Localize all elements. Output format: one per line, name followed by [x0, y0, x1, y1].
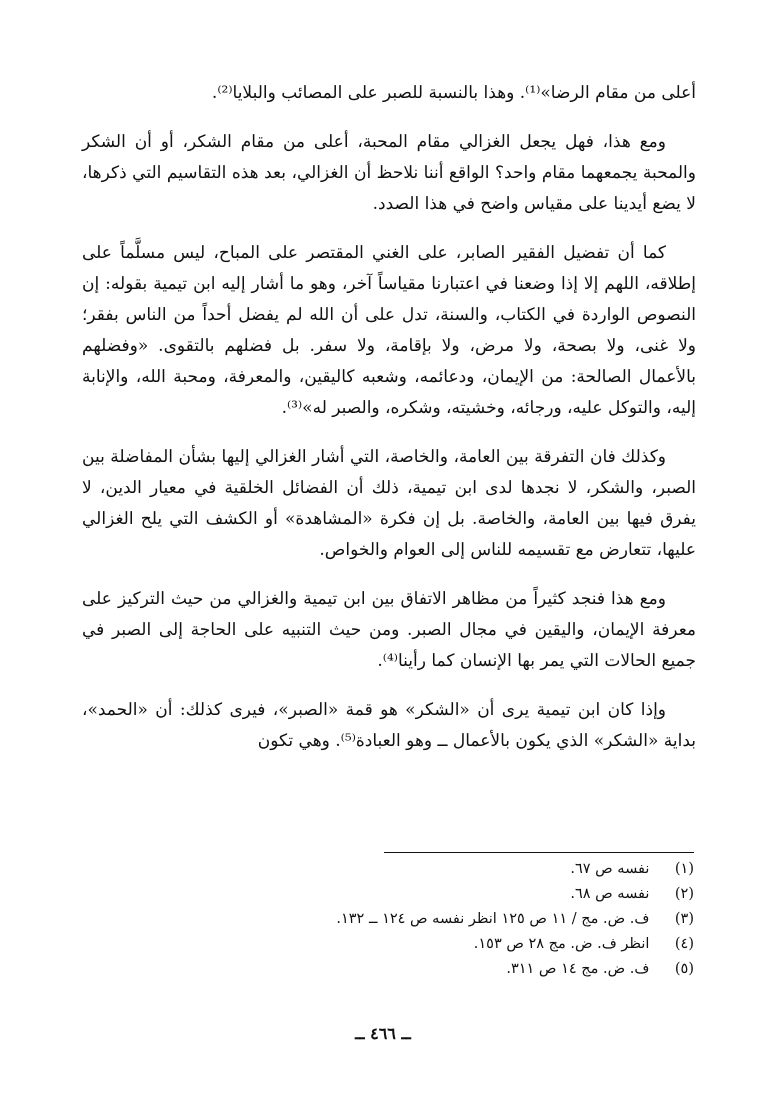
main-text [82, 78, 696, 775]
footnote-5 [94, 957, 694, 982]
footnote-text: نفسه ص ٦٧. [570, 861, 650, 877]
footnote-1 [94, 857, 694, 882]
footnote-text: ف. ض. مج ١٤ ص ٣١١. [506, 961, 650, 977]
footnote-divider [384, 852, 694, 853]
footnote-text: انظر ف. ض. مج ٢٨ ص ١٥٣. [473, 936, 650, 952]
page-number: ــ ٤٦٦ ــ [355, 1024, 411, 1043]
footnotes [94, 852, 694, 982]
footnote-number: (١) [674, 861, 694, 877]
footnote-4 [94, 932, 694, 957]
footnote-text: ف. ض. مج / ١١ ص ١٢٥ انظر نفسه ص ١٢٤ ــ ١٣٢. [336, 911, 650, 927]
paragraph-6: وإذا كان ابن تيمية يرى أن «الشكر» هو قمة «الصبر»، فيرى كذلك: أن «الحمد»، بداية «الشكر» الذي يكون بالأعمال ــ وهو العبادة⁽⁵⁾. وهي تكون [82, 700, 696, 751]
footnote-text: نفسه ص ٦٨. [570, 886, 650, 902]
footnote-number: (٤) [674, 936, 694, 952]
footnote-3 [94, 907, 694, 932]
paragraph-1: أعلى من مقام الرضا»⁽¹⁾. وهذا بالنسبة للصبر على المصائب والبلايا⁽²⁾. [211, 83, 696, 103]
paragraph-3: كما أن تفضيل الفقير الصابر، على الغني المقتصر على المباح، ليس مسلَّماً على إطلاقه، اللهم إلا إذا وضعنا في اعتبارنا مقياساً آخر، وهو ما أشار إليه ابن تيمية بقوله: إن النصوص الواردة في الكتاب، والسنة، تدل على أن الله لم يفضل أحداً من الناس بفقر؛ ولا غنى، ولا بصحة، ولا مرض، ولا بإقامة، ولا سفر. بل فضلهم بالتقوى. «وفضلهم بالأعمال الصالحة: من الإيمان، ودعائمه، وشعبه كاليقين، والمعرفة، ومحبة الله، والإنابة إليه، والتوكل عليه، ورجائه، وخشيته، وشكره، والصبر له»⁽³⁾. [82, 243, 696, 418]
paragraph-4: وكذلك فان التفرقة بين العامة، والخاصة، التي أشار الغزالي إليها بشأن المفاضلة بين الصبر، والشكر، لا نجدها لدى ابن تيمية، ذلك أن الفضائل الخلقية في معيار الدين، لا يفرق فيها بين العامة، والخاصة. بل إن فكرة «المشاهدة» أو الكشف التي يلح الغزالي عليها، تتعارض مع تقسيمه للناس إلى العوام والخواص. [82, 447, 696, 560]
footnote-2 [94, 882, 694, 907]
paragraph-5: ومع هذا فنجد كثيراً من مظاهر الاتفاق بين ابن تيمية والغزالي من حيث التركيز على معرفة الإيمان، واليقين في مجال الصبر. ومن حيث التنبيه على الحاجة إلى الصبر في جميع الحالات التي يمر بها الإنسان كما رأينا⁽⁴⁾. [82, 589, 696, 671]
footnote-number: (٥) [674, 961, 694, 977]
footnote-number: (٢) [674, 886, 694, 902]
paragraph-2: ومع هذا، فهل يجعل الغزالي مقام المحبة، أعلى من مقام الشكر، أو أن الشكر والمحبة يجمعهما مقام واحد؟ الواقع أننا نلاحظ أن الغزالي، بعد هذه التقاسيم التي ذكرها، لا يضع أيدينا على مقياس واضح في هذا الصدد. [82, 132, 696, 214]
footnote-number: (٣) [674, 911, 694, 927]
